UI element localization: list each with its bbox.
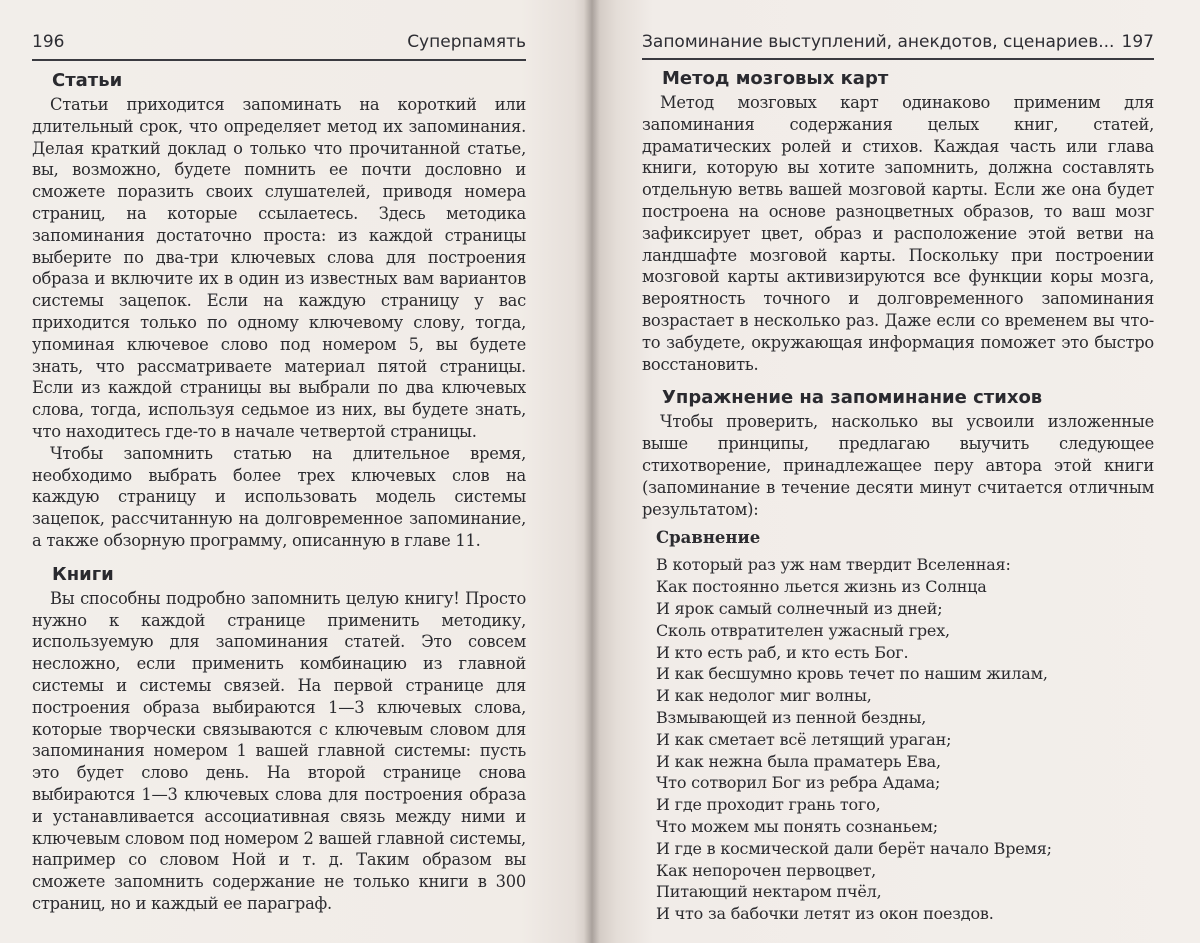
poem-line: И кто есть раб, и кто есть Бог.: [656, 642, 909, 662]
running-head: Запоминание выступлений, анекдотов, сценариев...: [642, 32, 1115, 52]
paragraph: Статьи приходится запоминать на короткий или длительный срок, что определяет метод их запоминания. Делая краткий доклад о только что прочитанной статье, вы, возможно, будете помнить ее почти дословно и сможете поразить своих слушателей, приводя номера страниц, на которые ссылаетесь. Здесь методика запоминания достаточно проста: из каждой страницы выберите по два-три ключевых слова для построения образа и включите их в один из известных вам вариантов системы зацепок. Если на каждую страницу у вас приходится только по одному ключевому слову, тогда, упоминая ключевое слово под номером 5, вы будете знать, что рассматриваете материал пятой страницы. Если из каждой страницы вы выбрали по два ключевых слова, тогда, используя седьмое из них, вы будете знать, что находитесь где-то в начале четвертой страницы.: [32, 95, 526, 441]
section-heading: Метод мозговых карт: [662, 68, 889, 89]
poem-line: И как нежна была праматерь Ева,: [656, 751, 941, 771]
header-rule: [642, 58, 1154, 60]
section-heading: Статьи: [52, 70, 123, 91]
poem-title: Сравнение: [656, 528, 761, 548]
paragraph: Метод мозговых карт одинаково применим для запоминания содержания целых книг, статей, драматических ролей и стихов. Каждая часть или глава книги, которую вы хотите запомнить, должна составлять отдельную ветвь вашей мозговой карты. Если же она будет построена на основе разноцветных образов, то ваш мозг зафиксирует цвет, образ и расположение этой ветви на ландшафте мозговой карты. Поскольку при построении мозговой карты активизируются все функции коры мозга, вероятность точного и долговременного запоминания возрастает в несколько раз. Даже если со временем вы что-то забудете, окружающая информация поможет это быстро восстановить.: [642, 93, 1154, 374]
left-page-body: [32, 68, 526, 915]
section-heading: Упражнение на запоминание стихов: [662, 387, 1043, 409]
poem-line: Что сотворил Бог из ребра Адама;: [656, 773, 941, 793]
poem-line: Как непорочен первоцвет,: [656, 860, 877, 880]
paragraph: Чтобы запомнить статью на длительное время, необходимо выбрать более трех ключевых слов на каждую страницу и использовать модель системы зацепок, рассчитанную на долговременное запоминание, а также обзорную программу, описанную в главе 11.: [32, 443, 526, 550]
section-heading: Книги: [52, 563, 114, 585]
poem-line: Что можем мы понять сознаньем;: [656, 816, 938, 836]
right-page-header: [642, 32, 1154, 56]
poem-line: И как бесшумно кровь течет по нашим жилам,: [656, 664, 1048, 684]
page-number: 196: [32, 32, 65, 52]
poem-line: Как постоянно льется жизнь из Солнца: [656, 577, 987, 597]
running-head: Суперпамять: [407, 32, 526, 52]
right-page-body: [642, 66, 1154, 925]
poem-line: Питающий нектаром пчёл,: [656, 882, 882, 902]
poem-line: И где проходит грань того,: [656, 795, 881, 815]
poem: [642, 554, 1154, 925]
left-page: [0, 0, 592, 943]
poem-line: Сколь отвратителен ужасный грех,: [656, 620, 950, 640]
poem-line: И ярок самый солнечный из дней;: [656, 598, 943, 618]
poem-line: И где в космической дали берёт начало Время;: [656, 838, 1052, 858]
header-rule: [32, 59, 526, 61]
page-number: 197: [1121, 32, 1154, 52]
paragraph: Чтобы проверить, насколько вы усвоили изложенные выше принципы, предлагаю выучить следующее стихотворение, принадлежащее перу автора этой книги (запоминание в течение десяти минут считается отличным результатом):: [642, 412, 1154, 519]
right-page: [592, 0, 1200, 943]
poem-line: И как сметает всё летящий ураган;: [656, 729, 952, 749]
poem-line: В который раз уж нам твердит Вселенная:: [656, 555, 1011, 575]
paragraph: Вы способны подробно запомнить целую книгу! Просто нужно к каждой странице применить методику, используемую для запоминания статей. Это совсем несложно, если применить комбинацию из главной системы и системы связей. На первой странице для построения образа выбираются 1—3 ключевых слова, которые творчески связываются с ключевым словом для запоминания номером 1 вашей главной системы: пусть это будет слово день. На второй странице снова выбираются 1—3 ключевых слова для построения образа и устанавливается ассоциативная связь между ними и ключевым словом под номером 2 вашей главной системы, например со словом Ной и т. д. Таким образом вы сможете запомнить содержание не только книги в 300 страниц, но и каждый ее параграф.: [32, 588, 526, 913]
left-page-header: [32, 32, 526, 56]
poem-line: Взмывающей из пенной бездны,: [656, 707, 927, 727]
book-gutter: [584, 0, 600, 943]
poem-line: И что за бабочки летят из окон поездов.: [656, 904, 994, 924]
poem-line: И как недолог миг волны,: [656, 686, 872, 706]
